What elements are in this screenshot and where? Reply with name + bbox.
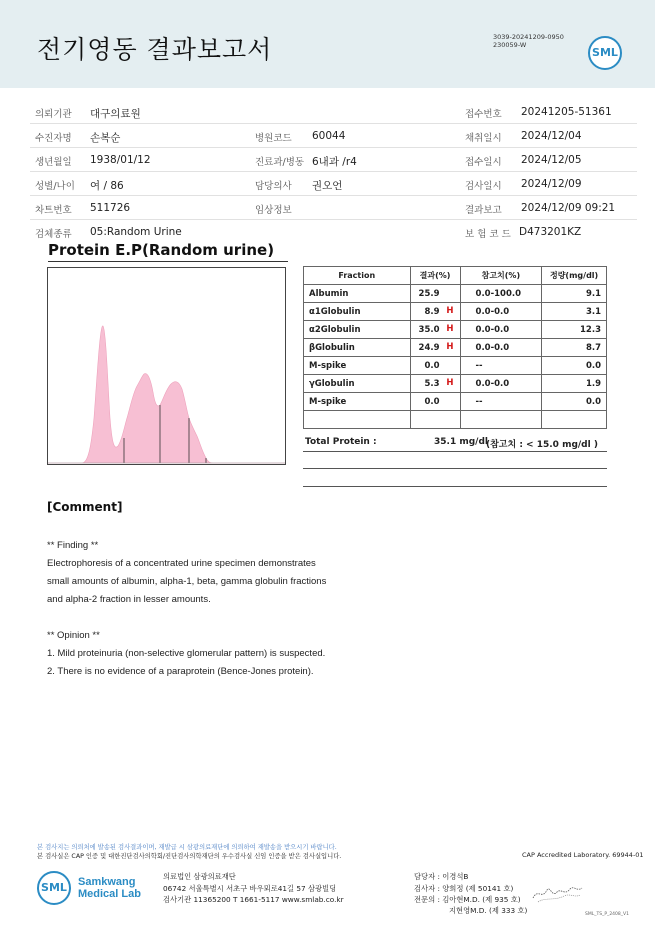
- fraction-name: [304, 411, 411, 429]
- signer-specialist: 전문의 : 김아현M.D. (제 935 호): [414, 895, 521, 904]
- reference-range: 0.0-0.0: [460, 339, 542, 357]
- info-label: 병원코드: [255, 133, 292, 144]
- reference-range: 0.0-0.0: [460, 375, 542, 393]
- fraction-name: βGlobulin: [304, 339, 411, 357]
- info-label: 차트번호: [35, 205, 72, 216]
- finding-line: small amounts of albumin, alpha-1, beta, gamma globulin fractions: [47, 576, 327, 587]
- divider: [303, 486, 607, 487]
- sml-logo-icon: [588, 36, 622, 70]
- brand-name-line1: Samkwang: [78, 876, 136, 888]
- form-version: SML_TS_P_2408_V1: [585, 912, 629, 917]
- info-label: 성별/나이: [35, 181, 75, 192]
- fraction-name: γGlobulin: [304, 375, 411, 393]
- percent-value: 24.9: [418, 342, 440, 353]
- high-flag: H: [446, 324, 454, 334]
- fraction-name: α1Globulin: [304, 303, 411, 321]
- opinion-heading: ** Opinion **: [47, 630, 100, 641]
- info-label: 담당의사: [255, 181, 292, 192]
- signer-tester: 검사자 : 양희정 (제 50141 호): [414, 884, 514, 893]
- info-label: 보 험 코 드: [465, 229, 511, 240]
- info-label: 검체종류: [35, 229, 72, 240]
- info-value: 1938/01/12: [90, 154, 151, 166]
- fraction-percent: [410, 411, 460, 429]
- electrophoresis-curve-svg: [48, 268, 285, 464]
- percent-value: 35.0: [418, 324, 440, 335]
- fraction-name: M-spike: [304, 393, 411, 411]
- footer-logo-text: SML: [41, 881, 67, 894]
- comment-heading: [Comment]: [47, 500, 123, 514]
- info-row: [30, 172, 637, 196]
- info-value: D473201KZ: [519, 226, 582, 238]
- fraction-percent: [410, 339, 460, 357]
- info-value: 511726: [90, 202, 131, 214]
- fraction-percent: [410, 285, 460, 303]
- reference-range: --: [460, 393, 542, 411]
- ep-title: Protein E.P(Random urine): [48, 241, 275, 259]
- report-code-line-2: 230059-W: [493, 41, 527, 49]
- info-row: [30, 196, 637, 220]
- info-label: 채취일시: [465, 133, 502, 144]
- table-row: [304, 375, 607, 393]
- percent-value: 5.3: [424, 378, 440, 389]
- col-header-reference: 참고치(%): [460, 267, 542, 285]
- quantity-value: 12.3: [542, 321, 607, 339]
- info-label: 수진자명: [35, 133, 72, 144]
- electrophoresis-graph: [47, 267, 286, 465]
- quantity-value: [542, 411, 607, 429]
- reference-range: --: [460, 357, 542, 375]
- reference-range: 0.0-0.0: [460, 321, 542, 339]
- info-value: 대구의료원: [90, 108, 141, 120]
- report-code-line-1: 3039-20241209-0950: [493, 33, 564, 41]
- percent-value: 8.9: [424, 306, 440, 317]
- total-protein-reference: (참고치 : < 15.0 mg/dl ): [486, 440, 598, 450]
- info-value: 6내과 /r4: [312, 156, 357, 168]
- footer-certification: 본 검사실은 CAP 인증 및 대한진단검사의학회/진단검사의학재단의 우수검사실 신임 인증을 받은 검사실입니다.: [37, 853, 342, 860]
- total-protein-label: Total Protein :: [305, 437, 377, 447]
- divider: [303, 451, 607, 452]
- opinion-line: 2. There is no evidence of a paraprotein (Bence-Jones protein).: [47, 666, 314, 677]
- info-value: 2024/12/09 09:21: [521, 202, 616, 214]
- finding-heading: ** Finding **: [47, 540, 99, 551]
- col-header-result: 결과(%): [410, 267, 460, 285]
- table-row: [304, 339, 607, 357]
- fraction-percent: [410, 393, 460, 411]
- info-label: 접수일시: [465, 157, 502, 168]
- info-label: 접수번호: [465, 109, 502, 120]
- fraction-name: M-spike: [304, 357, 411, 375]
- high-flag: H: [446, 306, 454, 316]
- signer-specialist-2: 지현영M.D. (제 333 호): [449, 906, 528, 915]
- fraction-name: α2Globulin: [304, 321, 411, 339]
- page-title: 전기영동 결과보고서: [37, 35, 273, 64]
- footer-notice: 본 검사지는 의뢰처에 발송된 검사결과이며, 재발급 시 삼광의료재단에 의뢰하여 재발송을 받으시기 바랍니다.: [37, 844, 337, 851]
- info-label: 생년월일: [35, 157, 72, 168]
- table-row: [304, 357, 607, 375]
- info-row: [30, 124, 637, 148]
- reference-range: [460, 411, 542, 429]
- table-row: [304, 411, 607, 429]
- results-table: [303, 266, 607, 429]
- table-row: [304, 321, 607, 339]
- logo-text: SML: [592, 46, 618, 59]
- signer-manager: 담당자 : 이경석B: [414, 872, 469, 881]
- info-label: 검사일시: [465, 181, 502, 192]
- table-row: [304, 393, 607, 411]
- info-value: 60044: [312, 130, 346, 142]
- org-address: 06742 서울특별시 서초구 바우뫼로41길 57 삼광빌딩: [163, 884, 337, 893]
- fraction-percent: [410, 321, 460, 339]
- high-flag: H: [446, 342, 454, 352]
- quantity-value: 0.0: [542, 393, 607, 411]
- info-value: 2024/12/05: [521, 154, 582, 166]
- quantity-value: 0.0: [542, 357, 607, 375]
- finding-line: Electrophoresis of a concentrated urine specimen demonstrates: [47, 558, 316, 569]
- opinion-line: 1. Mild proteinuria (non-selective glomerular pattern) is suspected.: [47, 648, 326, 659]
- info-value: 여 / 86: [90, 180, 124, 192]
- fraction-percent: [410, 303, 460, 321]
- results-header-row: [304, 267, 607, 285]
- percent-value: 0.0: [424, 360, 440, 371]
- col-header-fraction: Fraction: [304, 267, 411, 285]
- fraction-name: Albumin: [304, 285, 411, 303]
- org-name: 의료법인 삼광의료재단: [163, 872, 236, 881]
- info-value: 20241205-51361: [521, 106, 612, 118]
- percent-value: 25.9: [418, 288, 440, 299]
- quantity-value: 3.1: [542, 303, 607, 321]
- table-row: [304, 303, 607, 321]
- sml-footer-logo-icon: [37, 871, 71, 905]
- reference-range: 0.0-0.0: [460, 303, 542, 321]
- divider: [303, 468, 607, 469]
- info-value: 권오언: [312, 180, 343, 192]
- quantity-value: 9.1: [542, 285, 607, 303]
- table-row: [304, 285, 607, 303]
- report-code: [493, 33, 564, 49]
- quantity-value: 1.9: [542, 375, 607, 393]
- electrophoresis-curve: [48, 326, 285, 463]
- total-protein-value: 35.1 mg/dl: [434, 437, 488, 447]
- reference-range: 0.0-100.0: [460, 285, 542, 303]
- ep-title-underline: [48, 261, 288, 262]
- info-row: [30, 100, 637, 124]
- info-row: [30, 148, 637, 172]
- info-value: 손복순: [90, 132, 121, 144]
- signature-icon: [530, 880, 585, 905]
- info-label: 임상정보: [255, 205, 292, 216]
- info-value: 2024/12/04: [521, 130, 582, 142]
- percent-value: 0.0: [424, 396, 440, 407]
- info-value: 05:Random Urine: [90, 226, 182, 238]
- fraction-percent: [410, 357, 460, 375]
- fraction-percent: [410, 375, 460, 393]
- info-value: 2024/12/09: [521, 178, 582, 190]
- info-label: 결과보고: [465, 205, 502, 216]
- patient-info-grid: [30, 100, 637, 244]
- high-flag: H: [446, 378, 454, 388]
- info-label: 의뢰기관: [35, 109, 72, 120]
- info-label: 진료과/병동: [255, 157, 305, 168]
- brand-name-line2: Medical Lab: [78, 888, 141, 900]
- cap-accreditation: CAP Accredited Laboratory. 69944-01: [522, 851, 644, 859]
- quantity-value: 8.7: [542, 339, 607, 357]
- finding-line: and alpha-2 fraction in lesser amounts.: [47, 594, 211, 605]
- org-contact: 검사기관 11365200 T 1661-5117 www.smlab.co.kr: [163, 895, 344, 904]
- col-header-quantity: 정량(mg/dl): [542, 267, 607, 285]
